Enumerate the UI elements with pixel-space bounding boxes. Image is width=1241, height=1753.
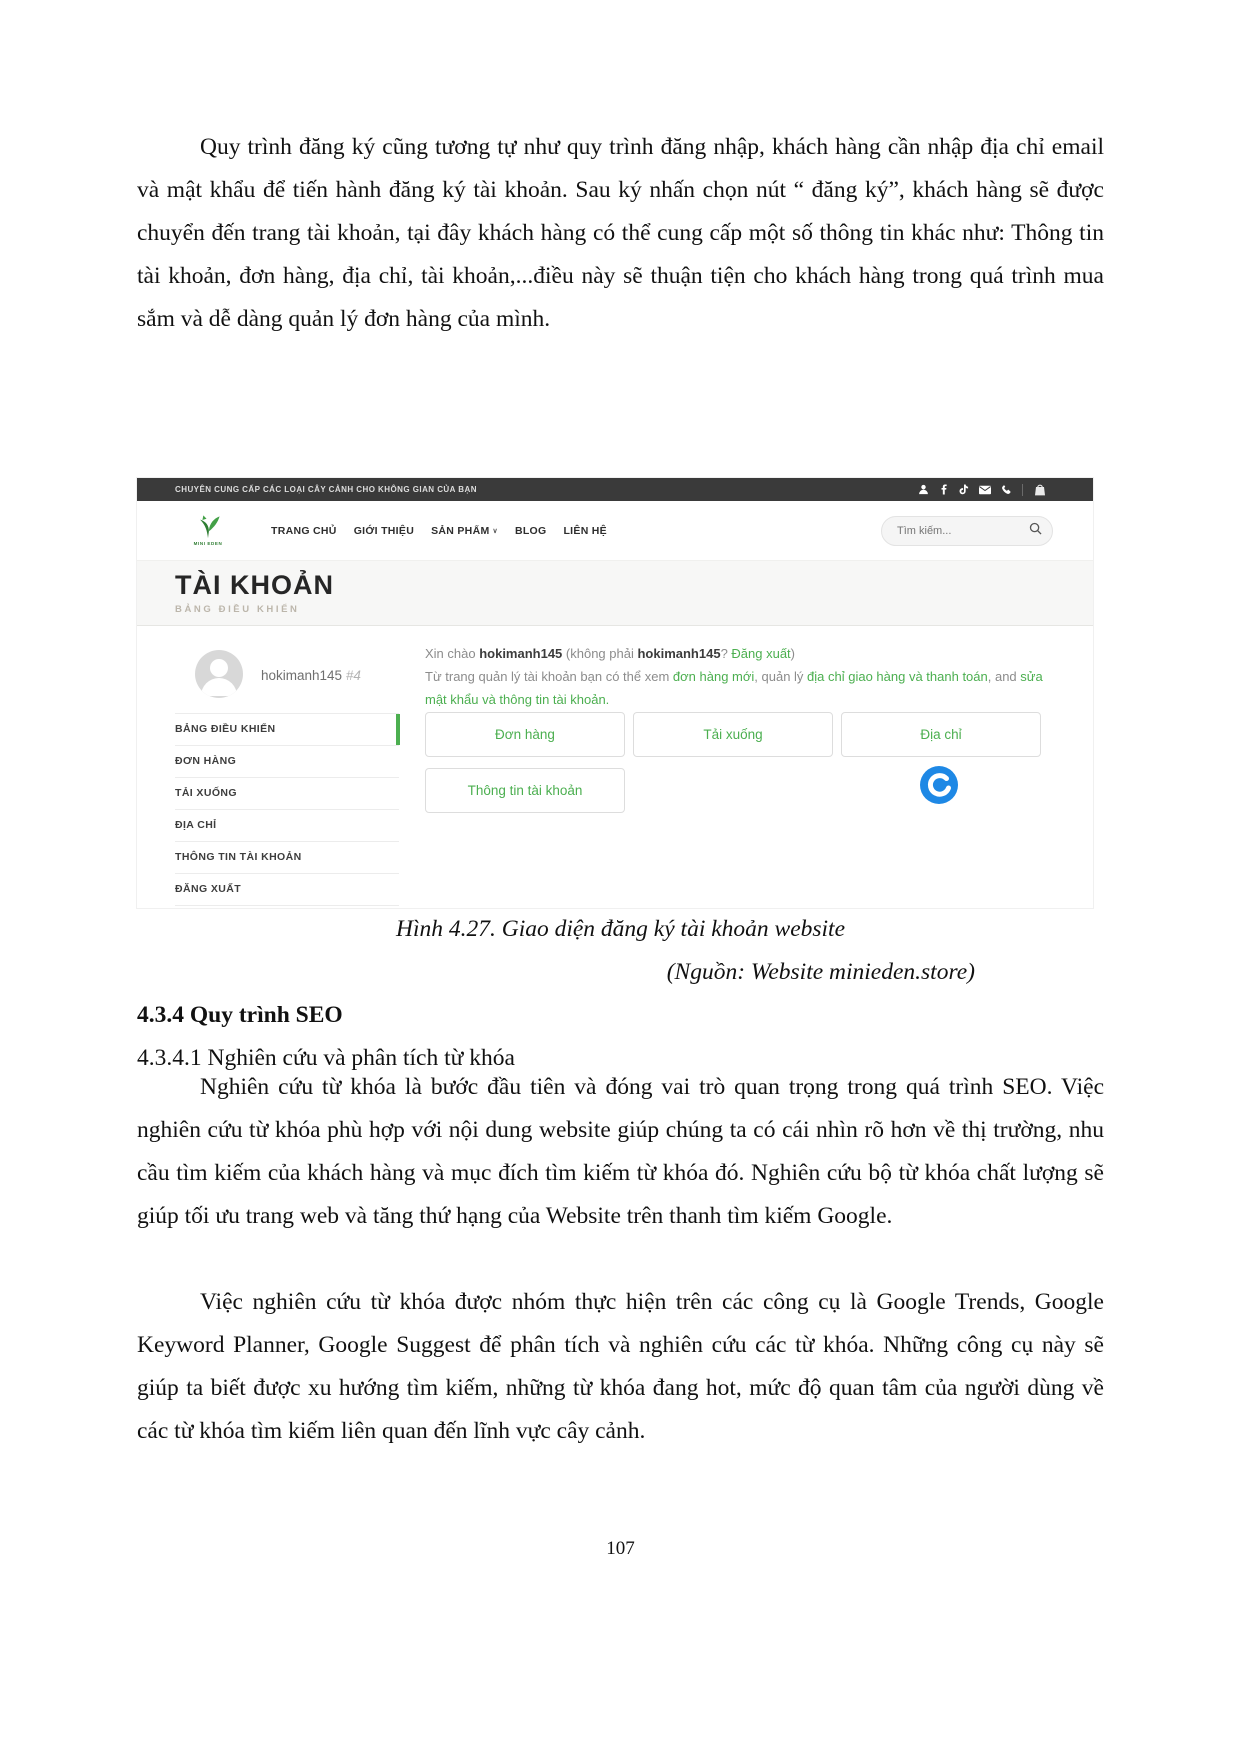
- chat-widget-icon[interactable]: [920, 766, 958, 804]
- sidebar-item-addresses[interactable]: ĐỊA CHỈ: [175, 810, 399, 842]
- recent-orders-link[interactable]: đơn hàng mới: [672, 669, 755, 684]
- breadcrumb: BẢNG ĐIỀU KHIỂN: [175, 604, 300, 616]
- sidebar-item-logout[interactable]: ĐĂNG XUẤT: [175, 874, 399, 906]
- greeting-line-2: Từ trang quản lý tài khoản bạn có thể xem đơn hàng mới, quản lý địa chỉ giao hàng và thanh toán, and sửa mật khẩu và thông tin tài khoản.: [425, 669, 1043, 707]
- page-title: TÀI KHOẢN: [175, 570, 334, 600]
- figure-source: (Nguồn: Website minieden.store): [666, 959, 975, 985]
- downloads-button[interactable]: Tải xuống: [633, 712, 833, 757]
- website-screenshot: [137, 478, 1093, 908]
- site-topbar: [137, 478, 1093, 501]
- nav-item-about[interactable]: GIỚI THIỆU: [353, 524, 415, 537]
- nav-item-products[interactable]: SẢN PHẨM ∨: [431, 524, 498, 537]
- nav-item-home[interactable]: TRANG CHỦ: [271, 524, 337, 537]
- search-box[interactable]: [881, 516, 1053, 546]
- addresses-button[interactable]: Địa chỉ: [841, 712, 1041, 757]
- user-id-tag: #4: [345, 668, 361, 683]
- page-header-band: [137, 560, 1093, 626]
- body-paragraph: Quy trình đăng ký cũng tương tự như quy trình đăng nhập, khách hàng cần nhập địa chỉ email và mật khẩu để tiến hành đăng ký tài khoản. Sau ký nhấn chọn nút “ đăng ký”, khách hàng sẽ được chuyển đến trang tài khoản, tại đây khách hàng có thể cung cấp một số thông tin khác như: Thông tin tài khoản, đơn hàng, địa chỉ, tài khoản,...điều này sẽ thuận tiện cho khách hàng trong quá trình mua sắm và dễ dàng quản lý đơn hàng của mình.: [137, 134, 1104, 332]
- nav-item-contact[interactable]: LIÊN HỆ: [563, 524, 607, 537]
- site-logo[interactable]: [185, 514, 231, 547]
- site-tagline: CHUYÊN CUNG CẤP CÁC LOẠI CÂY CẢNH CHO KHÔNG GIAN CỦA BẠN: [175, 485, 477, 494]
- greeting-line-1: Xin chào hokimanh145 (không phải hokimanh145? Đăng xuất): [425, 646, 796, 661]
- account-sidebar: [175, 713, 399, 906]
- topbar-divider: [1022, 484, 1023, 496]
- avatar: [195, 650, 243, 698]
- cart-icon[interactable]: [1033, 483, 1047, 496]
- sidebar-username: hokimanh145 #4: [261, 668, 361, 683]
- body-paragraph: Việc nghiên cứu từ khóa được nhóm thực hiện trên các công cụ là Google Trends, Google Keyword Planner, Google Suggest để phân tích và nghiên cứu các từ khóa. Những công cụ này sẽ giúp ta biết được xu hướng tìm kiếm, những từ khóa đang hot, mức độ quan tâm của người dùng về các từ khóa tìm kiếm liên quan đến lĩnh vực cây cảnh.: [137, 1289, 1104, 1444]
- chevron-down-icon: ∨: [492, 527, 498, 535]
- account-section: [137, 626, 1093, 907]
- logout-link[interactable]: Đăng xuất: [731, 646, 791, 661]
- account-info-button[interactable]: Thông tin tài khoản: [425, 768, 625, 813]
- topbar-icons: [918, 483, 1047, 496]
- search-input[interactable]: [895, 524, 1029, 538]
- site-navbar: [137, 501, 1093, 560]
- nav-item-blog[interactable]: BLOG: [514, 524, 547, 537]
- orders-button[interactable]: Đơn hàng: [425, 712, 625, 757]
- avatar-person-icon: [195, 650, 243, 698]
- body-paragraph: Nghiên cứu từ khóa là bước đầu tiên và đóng vai trò quan trọng trong quá trình SEO. Việc nghiên cứu từ khóa phù hợp với nội dung website giúp chúng ta có cái nhìn rõ hơn về thị trường, nhu cầu tìm kiếm của khách hàng và mục đích tìm kiếm từ khóa đó. Nghiên cứu bộ từ khóa chất lượng sẽ giúp tối ưu trang web và tăng thứ hạng của Website trên thanh tìm kiếm Google.: [137, 1074, 1104, 1229]
- sidebar-item-downloads[interactable]: TẢI XUỐNG: [175, 778, 399, 810]
- section-heading: 4.3.4 Quy trình SEO: [137, 1002, 343, 1028]
- facebook-icon[interactable]: [939, 484, 949, 495]
- figure-caption: Hình 4.27. Giao diện đăng ký tài khoản website: [395, 916, 846, 942]
- greeting-text: [425, 642, 1057, 711]
- page-number: 107: [606, 1538, 635, 1559]
- mail-icon[interactable]: [979, 485, 991, 495]
- phone-icon[interactable]: [1001, 484, 1012, 495]
- user-icon[interactable]: [918, 484, 929, 495]
- sidebar-item-account-details[interactable]: THÔNG TIN TÀI KHOẢN: [175, 842, 399, 874]
- tiktok-icon[interactable]: [959, 484, 969, 495]
- logo-wordmark: MINI EDEN: [193, 541, 223, 547]
- logo-leaf-icon: [193, 514, 223, 540]
- edit-password-link[interactable]: sửa mật khẩu và thông tin tài khoản.: [425, 669, 1043, 707]
- main-menu: [271, 525, 607, 537]
- sidebar-item-dashboard[interactable]: BẢNG ĐIỀU KHIỂN: [175, 714, 399, 746]
- active-item-indicator: [396, 714, 400, 745]
- search-icon[interactable]: [1029, 522, 1042, 540]
- subsection-heading: 4.3.4.1 Nghiên cứu và phân tích từ khóa: [137, 1045, 515, 1071]
- shipping-billing-link[interactable]: địa chỉ giao hàng và thanh toán: [807, 669, 988, 684]
- sidebar-item-orders[interactable]: ĐƠN HÀNG: [175, 746, 399, 778]
